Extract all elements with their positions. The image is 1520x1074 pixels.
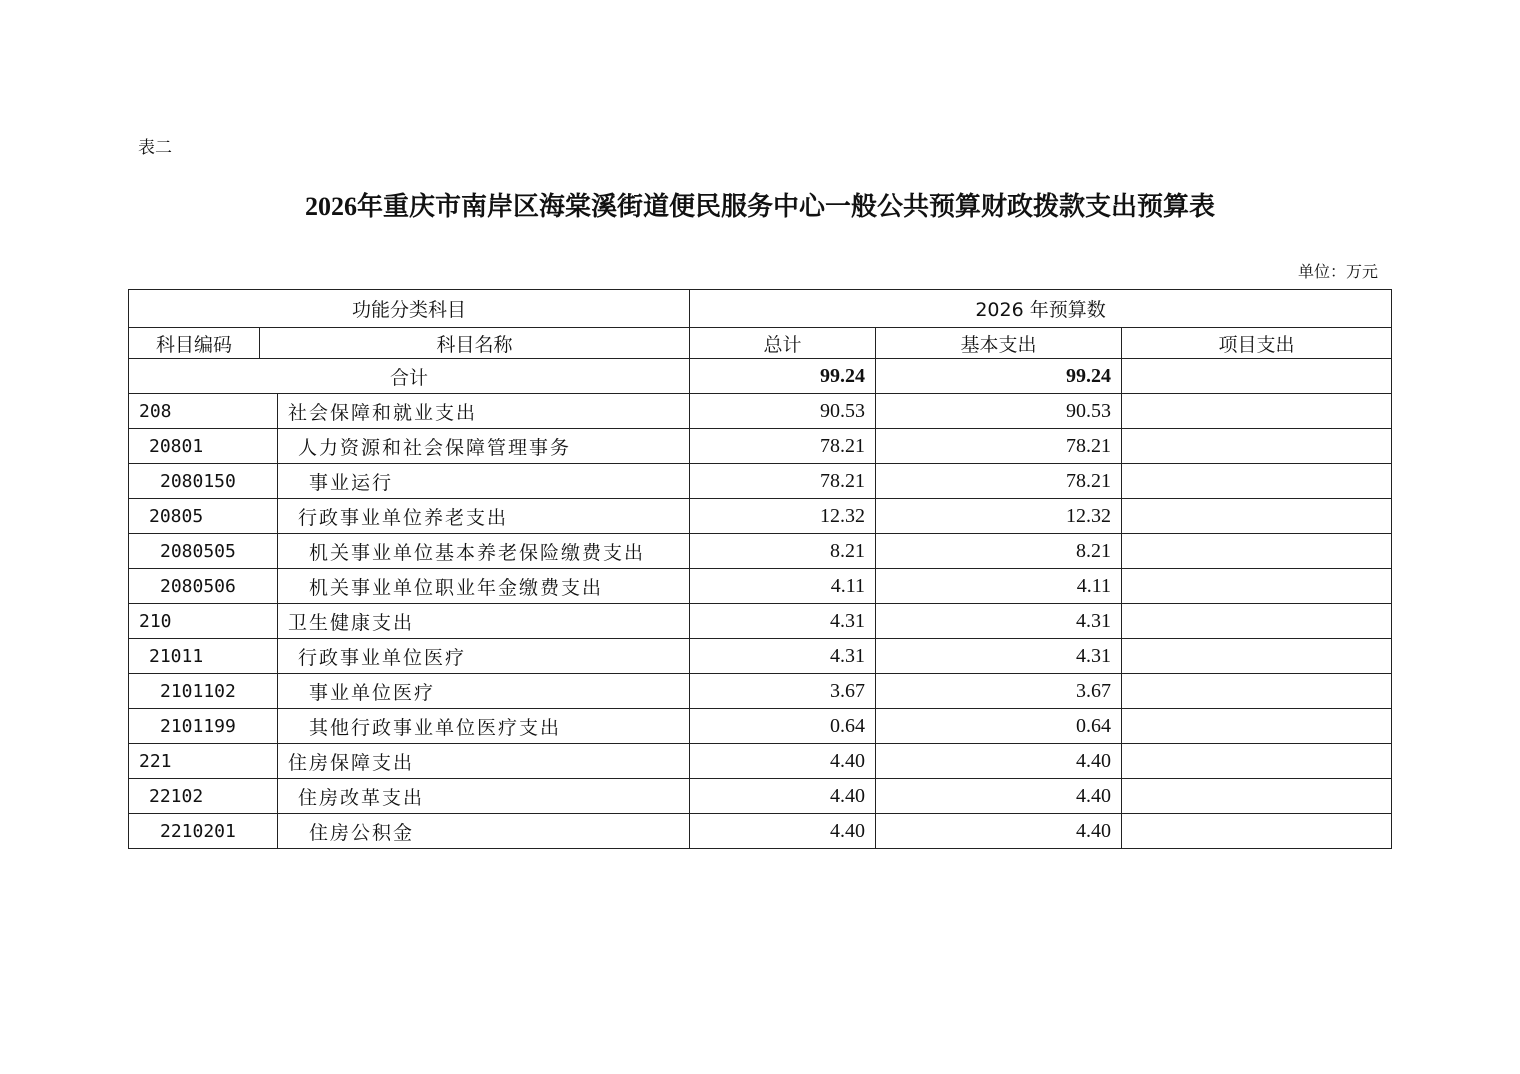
row-code: 2080505 xyxy=(129,534,278,569)
row-project xyxy=(1122,639,1392,674)
total-basic: 99.24 xyxy=(876,359,1122,394)
row-project xyxy=(1122,674,1392,709)
row-project xyxy=(1122,464,1392,499)
table-row xyxy=(129,499,1392,534)
row-project xyxy=(1122,709,1392,744)
row-code: 22102 xyxy=(129,779,278,814)
row-basic: 4.31 xyxy=(876,604,1122,639)
row-code: 221 xyxy=(129,744,278,779)
row-total: 4.31 xyxy=(690,639,876,674)
row-code: 208 xyxy=(129,394,278,429)
row-basic: 4.40 xyxy=(876,779,1122,814)
row-basic: 4.31 xyxy=(876,639,1122,674)
table-row xyxy=(129,534,1392,569)
row-basic: 0.64 xyxy=(876,709,1122,744)
row-name: 住房保障支出 xyxy=(278,744,690,779)
row-project xyxy=(1122,499,1392,534)
row-name: 住房公积金 xyxy=(278,814,690,849)
row-basic: 8.21 xyxy=(876,534,1122,569)
row-project xyxy=(1122,534,1392,569)
header-code: 科目编码 xyxy=(129,328,260,359)
table-label: 表二 xyxy=(138,138,172,158)
row-basic: 3.67 xyxy=(876,674,1122,709)
row-basic: 78.21 xyxy=(876,464,1122,499)
table-row xyxy=(129,429,1392,464)
row-basic: 78.21 xyxy=(876,429,1122,464)
total-total: 99.24 xyxy=(690,359,876,394)
total-label: 合计 xyxy=(129,359,690,394)
row-name: 事业运行 xyxy=(278,464,690,499)
row-total: 0.64 xyxy=(690,709,876,744)
row-name: 卫生健康支出 xyxy=(278,604,690,639)
row-basic: 4.40 xyxy=(876,744,1122,779)
row-project xyxy=(1122,429,1392,464)
row-project xyxy=(1122,814,1392,849)
row-project xyxy=(1122,604,1392,639)
header-total: 总计 xyxy=(690,328,876,359)
row-code: 2101199 xyxy=(129,709,278,744)
header-name: 科目名称 xyxy=(260,328,690,359)
table-row xyxy=(129,639,1392,674)
row-name: 事业单位医疗 xyxy=(278,674,690,709)
row-project xyxy=(1122,394,1392,429)
row-total: 4.11 xyxy=(690,569,876,604)
row-name: 机关事业单位基本养老保险缴费支出 xyxy=(278,534,690,569)
row-basic: 90.53 xyxy=(876,394,1122,429)
header-functional-classification: 功能分类科目 xyxy=(129,290,690,328)
table-row xyxy=(129,569,1392,604)
row-name: 社会保障和就业支出 xyxy=(278,394,690,429)
row-code: 2210201 xyxy=(129,814,278,849)
row-code: 2101102 xyxy=(129,674,278,709)
row-name: 行政事业单位养老支出 xyxy=(278,499,690,534)
header-basic: 基本支出 xyxy=(876,328,1122,359)
row-basic: 12.32 xyxy=(876,499,1122,534)
row-total: 90.53 xyxy=(690,394,876,429)
row-total: 78.21 xyxy=(690,464,876,499)
table-row xyxy=(129,779,1392,814)
row-project xyxy=(1122,779,1392,814)
total-row xyxy=(129,359,1392,394)
row-basic: 4.11 xyxy=(876,569,1122,604)
table-row xyxy=(129,709,1392,744)
table-row xyxy=(129,604,1392,639)
row-total: 4.40 xyxy=(690,744,876,779)
row-name: 其他行政事业单位医疗支出 xyxy=(278,709,690,744)
row-name: 人力资源和社会保障管理事务 xyxy=(278,429,690,464)
header-group-row xyxy=(129,290,1392,328)
row-total: 78.21 xyxy=(690,429,876,464)
header-column-row xyxy=(129,328,1392,359)
budget-table xyxy=(128,289,1392,849)
row-total: 3.67 xyxy=(690,674,876,709)
table-row xyxy=(129,674,1392,709)
row-project xyxy=(1122,744,1392,779)
row-total: 4.40 xyxy=(690,779,876,814)
row-code: 210 xyxy=(129,604,278,639)
header-budget-year: 2026 年预算数 xyxy=(690,290,1392,328)
row-total: 8.21 xyxy=(690,534,876,569)
row-code: 20805 xyxy=(129,499,278,534)
table-row xyxy=(129,814,1392,849)
row-total: 12.32 xyxy=(690,499,876,534)
row-code: 2080506 xyxy=(129,569,278,604)
table-row xyxy=(129,464,1392,499)
row-name: 住房改革支出 xyxy=(278,779,690,814)
row-total: 4.40 xyxy=(690,814,876,849)
unit-label: 单位：万元 xyxy=(1297,262,1378,281)
row-total: 4.31 xyxy=(690,604,876,639)
table-row xyxy=(129,394,1392,429)
total-project xyxy=(1122,359,1392,394)
header-project: 项目支出 xyxy=(1122,328,1392,359)
row-basic: 4.40 xyxy=(876,814,1122,849)
document-title: 2026年重庆市南岸区海棠溪街道便民服务中心一般公共预算财政拨款支出预算表 xyxy=(304,192,1215,221)
row-name: 行政事业单位医疗 xyxy=(278,639,690,674)
table-row xyxy=(129,744,1392,779)
row-code: 20801 xyxy=(129,429,278,464)
row-code: 21011 xyxy=(129,639,278,674)
row-project xyxy=(1122,569,1392,604)
row-name: 机关事业单位职业年金缴费支出 xyxy=(278,569,690,604)
row-code: 2080150 xyxy=(129,464,278,499)
